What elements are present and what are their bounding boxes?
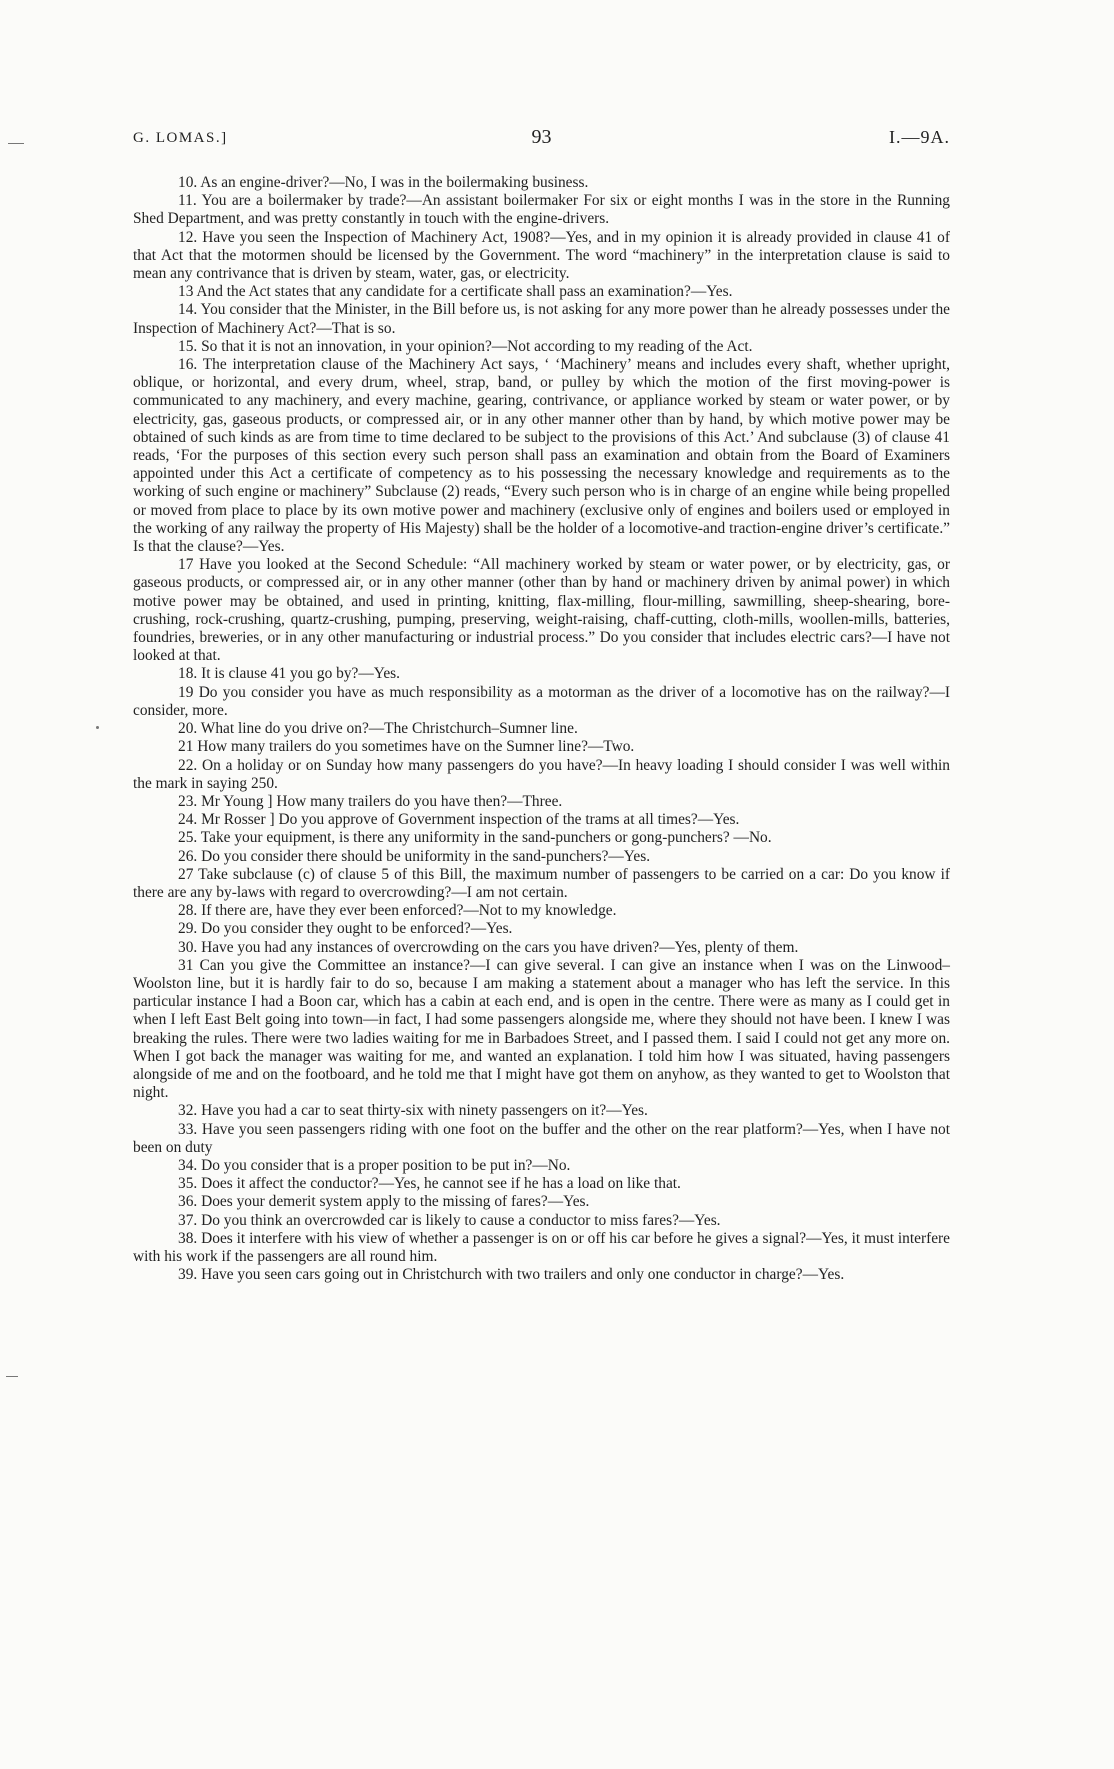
question-answer: 36. Does your demerit system apply to the missing of fares?—Yes.: [178, 1193, 590, 1211]
question-answer: 13 And the Act states that any candidate for a certificate shall pass an examination?—Yes.: [178, 283, 733, 301]
witness-name: G. LOMAS.]: [133, 130, 228, 146]
page-header: [133, 126, 950, 152]
question-answer: 16. The interpretation clause of the Machinery Act says, ‘ ‘Machinery’ means and includes every shaft, whether upright, oblique, or horizontal, and every drum, wheel, strap, band, or pulley by which the motion of the first moving-power is communicated to any machinery, and every machine, gearing, contrivance, or appliance worked by steam or water power, or by electricity, gas, gaseous products, or compressed air, or in any other manner other than by hand, by which motive power may be obtained of such kinds as are from time to time declared to be subject to the provisions of this Act.’ And subclause (3) of clause 41 reads, ‘For the purposes of this section every such person shall pass an examination and obtain from the Board of Examiners appointed under this Act a certificate of competency as to his possessing the necessary knowledge and requirements as to the working of such engine or machinery” Subclause (2) reads, “Every such person who is in charge of an engine while being propelled or moved from place to place by its own motive power and machinery (exclusive only of engines and boilers used or employed in the working of any railway the property of His Majesty) shall be the holder of a locomotive-and traction-engine driver’s certificate.” Is that the clause?—Yes.: [133, 356, 950, 556]
question-answer: 21 How many trailers do you sometimes have on the Sumner line?—Two.: [178, 738, 635, 756]
question-answer: 39. Have you seen cars going out in Christchurch with two trailers and only one conductor in charge?—Yes.: [178, 1266, 845, 1284]
question-answer: 33. Have you seen passengers riding with one foot on the buffer and the other on the rear platform?—Yes, when I have not been on duty: [133, 1120, 950, 1156]
margin-mark: [6, 1376, 18, 1377]
question-answer: 32. Have you had a car to seat thirty-six with ninety passengers on it?—Yes.: [178, 1102, 648, 1120]
testimony-body: [133, 174, 950, 1284]
question-answer: 17 Have you looked at the Second Schedule: “All machinery worked by steam or water power, or by electricity, gas, or gaseous products, or compressed air, or in any other manner (other than by hand or machinery driven by animal power) in which motive power may be obtained, and used in printing, knitting, flax-milling, flour-milling, sawmilling, sheep-shearing, bore-crushing, rock-crushing, quartz-crushing, pumping, preserving, weight-raising, chaff-cutting, cloth-mills, woollen-mills, batteries, foundries, breweries, or in any other manufacturing or industrial process.” Do you consider that includes electric cars?—I have not looked at that.: [133, 556, 950, 665]
question-answer: 37. Do you think an overcrowded car is likely to cause a conductor to miss fares?—Yes.: [178, 1211, 721, 1229]
question-answer: 38. Does it interfere with his view of whether a passenger is on or off his car before he gives a signal?—Yes, it must interfere with his work if the passengers are all round him.: [133, 1229, 950, 1265]
question-answer: 26. Do you consider there should be uniformity in the sand-punchers?—Yes.: [178, 847, 651, 865]
question-answer: 31 Can you give the Committee an instance?—I can give several. I can give an instance when I was on the Linwood–Woolston line, but it is hardly fair to do so, because I am making a statement about a manager who has left the service. In this particular instance I had a Boon car, which has a cabin at each end, and is open in the centre. There were as many as I could get in when I left East Belt going into town—in fact, I had some passengers alongside me, where they should not have been. I knew I was breaking the rules. There were two ladies waiting for me in Barbadoes Street, and I passed them. I said I could not get any more on. When I got back the manager was waiting for me, and wanted an explanation. I told him how I was situated, having passengers alongside of me and on the footboard, and he told me that I might have got them on anyhow, as they wanted to get to Woolston that night.: [133, 956, 950, 1102]
question-answer: 34. Do you consider that is a proper position to be put in?—No.: [178, 1156, 571, 1174]
question-answer: 22. On a holiday or on Sunday how many passengers do you have?—In heavy loading I should consider I was well within the mark in saying 250.: [133, 756, 950, 792]
question-answer: 35. Does it affect the conductor?—Yes, he cannot see if he has a load on like that.: [178, 1175, 681, 1193]
question-answer: 28. If there are, have they ever been enforced?—Not to my knowledge.: [178, 902, 617, 920]
question-answer: 12. Have you seen the Inspection of Machinery Act, 1908?—Yes, and in my opinion it is already provided in clause 41 of that Act that the motormen should be licensed by the Government. The word “machinery” in the interpretation clause is said to mean any contrivance that is driven by steam, water, gas, or electricity.: [133, 228, 950, 283]
question-answer: 25. Take your equipment, is there any uniformity in the sand-punchers or gong-punchers? —No.: [178, 829, 772, 847]
question-answer: 18. It is clause 41 you go by?—Yes.: [178, 665, 401, 683]
document-reference: I.—9A.: [889, 127, 950, 147]
question-answer: 20. What line do you drive on?—The Christchurch–Sumner line.: [178, 720, 578, 738]
question-answer: 29. Do you consider they ought to be enforced?—Yes.: [178, 920, 513, 938]
question-answer: 24. Mr Rosser ] Do you approve of Government inspection of the trams at all times?—Yes.: [178, 811, 740, 829]
margin-mark: [96, 726, 99, 729]
question-answer: 30. Have you had any instances of overcrowding on the cars you have driven?—Yes, plenty of them.: [178, 938, 799, 956]
margin-mark: [8, 143, 24, 144]
question-answer: 10. As an engine-driver?—No, I was in the boilermaking business.: [178, 174, 589, 191]
question-answer: 27 Take subclause (c) of clause 5 of this Bill, the maximum number of passengers to be carried on a car: Do you know if there are any by-laws with regard to overcrowding?—I am not certain.: [133, 865, 950, 901]
question-answer: 19 Do you consider you have as much responsibility as a motorman as the driver of a locomotive has on the railway?—I consider, more.: [133, 683, 950, 719]
page-number: 93: [531, 126, 552, 148]
question-answer: 11. You are a boilermaker by trade?—An assistant boilermaker For six or eight months I was in the store in the Running Shed Department, and was pretty constantly in touch with the engine-drivers.: [133, 192, 950, 228]
question-answer: 14. You consider that the Minister, in the Bill before us, is not asking for any more power than he already possesses under the Inspection of Machinery Act?—That is so.: [133, 301, 950, 337]
question-answer: 23. Mr Young ] How many trailers do you have then?—Three.: [178, 792, 563, 810]
question-answer: 15. So that it is not an innovation, in your opinion?—Not according to my reading of the Act.: [178, 337, 753, 355]
